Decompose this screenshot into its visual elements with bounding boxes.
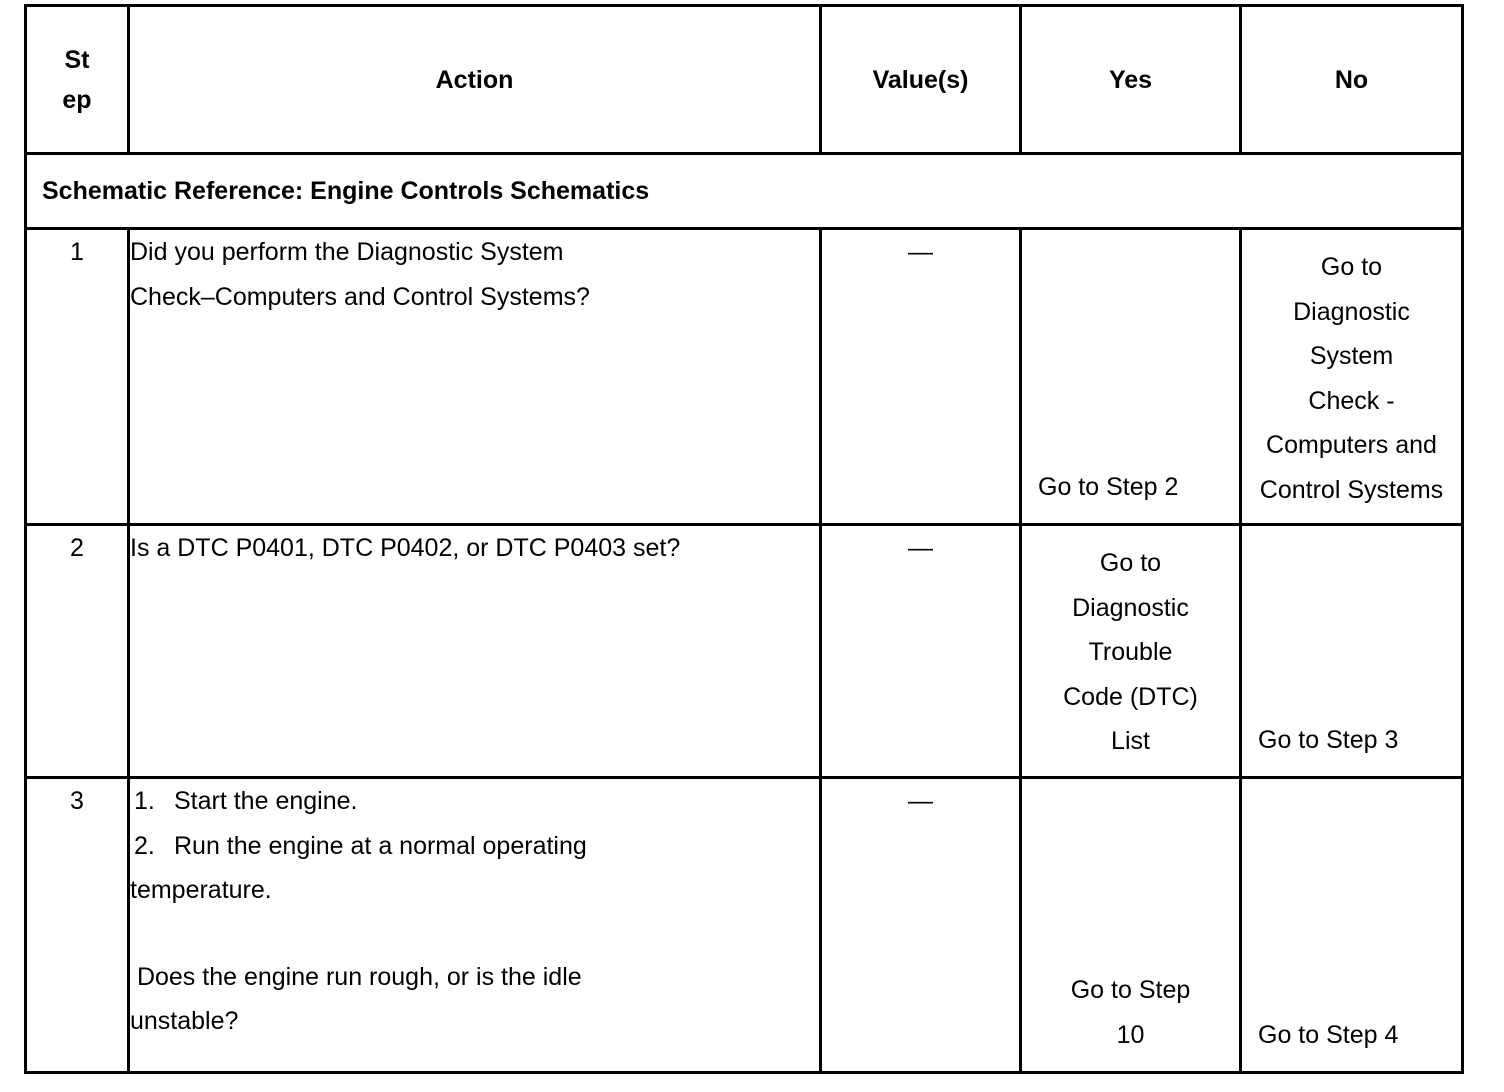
action-question-line: unstable? — [130, 1007, 239, 1035]
yes-line: List — [1111, 727, 1150, 755]
no-line: Diagnostic — [1293, 297, 1410, 326]
action-question-line: Does the engine run rough, or is the idle — [130, 962, 582, 991]
header-values: Value(s) — [821, 6, 1021, 154]
no-line: Check - — [1308, 386, 1395, 415]
schematic-reference: Schematic Reference: Engine Controls Schematics — [26, 154, 1463, 229]
no-line: Control Systems — [1259, 475, 1444, 504]
header-action: Action — [129, 6, 821, 154]
spacer — [130, 913, 819, 955]
action-line: Is a DTC P0401, DTC P0402, or DTC P0403 set? — [130, 534, 681, 562]
action-list-number: 1. — [134, 787, 155, 815]
action-cell — [129, 778, 821, 1073]
value-cell: — — [821, 525, 1021, 778]
value-cell: — — [821, 229, 1021, 525]
no-line: Go to Step 3 — [1258, 725, 1399, 754]
action-line: Did you perform the Diagnostic System — [130, 238, 564, 266]
action-cell — [129, 525, 821, 778]
yes-line: Go to — [1099, 549, 1162, 577]
action-cell — [129, 229, 821, 525]
action-list-text: Run the engine at a normal operating — [174, 831, 587, 860]
step-number: 2 — [26, 525, 129, 778]
no-line: Go to — [1320, 253, 1383, 281]
header-no: No — [1241, 6, 1463, 154]
step-number: 3 — [26, 778, 129, 1073]
table-row — [26, 229, 1463, 525]
action-list-text: Start the engine. — [174, 787, 358, 815]
yes-cell — [1021, 778, 1241, 1073]
no-line: System — [1309, 342, 1394, 370]
action-list-item — [130, 779, 819, 824]
no-line: Computers and — [1266, 431, 1437, 459]
schematic-reference-row — [26, 154, 1463, 229]
yes-line: Go to Step 2 — [1038, 472, 1179, 501]
yes-line: Code (DTC) — [1063, 682, 1198, 711]
action-continuation: temperature. — [130, 876, 272, 904]
table-row — [26, 525, 1463, 778]
yes-line: Diagnostic — [1072, 593, 1189, 622]
no-cell — [1241, 229, 1463, 525]
yes-cell — [1021, 525, 1241, 778]
action-list-item — [130, 824, 819, 869]
diagnostic-table — [24, 4, 1464, 1074]
header-row — [26, 6, 1463, 154]
action-line: Check–Computers and Control Systems? — [130, 282, 590, 311]
header-yes: Yes — [1021, 6, 1241, 154]
action-list-number: 2. — [134, 831, 155, 860]
no-cell — [1241, 525, 1463, 778]
no-cell — [1241, 778, 1463, 1073]
yes-line: Trouble — [1088, 638, 1173, 666]
value-cell: — — [821, 778, 1021, 1073]
yes-line: 10 — [1116, 1020, 1145, 1049]
header-step — [26, 6, 129, 154]
no-line: Go to Step 4 — [1258, 1020, 1399, 1049]
yes-line: Go to Step — [1070, 976, 1191, 1004]
table-row — [26, 778, 1463, 1073]
step-number: 1 — [26, 229, 129, 525]
yes-cell — [1021, 229, 1241, 525]
header-step-line1: St — [64, 45, 90, 74]
header-step-line2: ep — [62, 85, 92, 114]
